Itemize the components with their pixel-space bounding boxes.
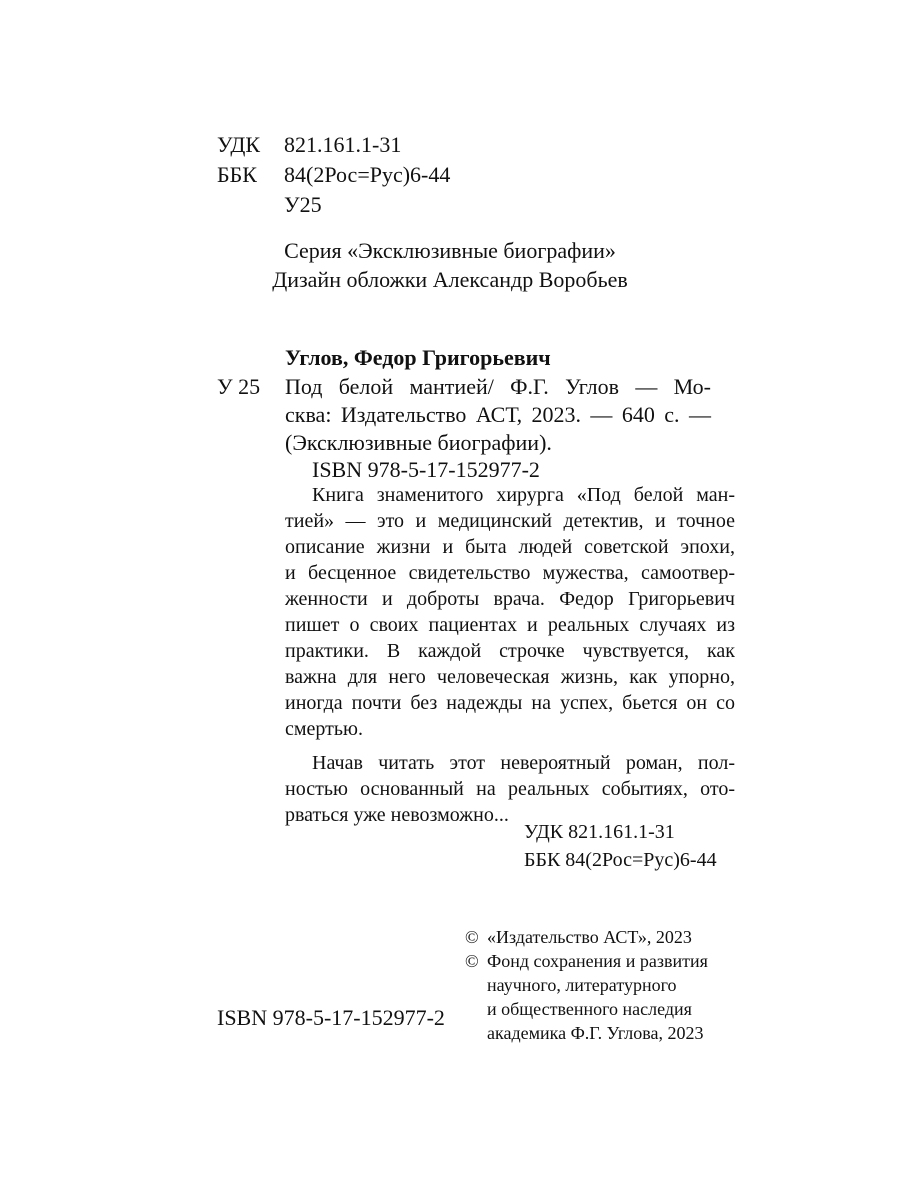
bbk-row (217, 160, 450, 190)
bibliographic-description (285, 373, 711, 457)
copyright-fund-line: и общественного наследия (487, 999, 692, 1019)
udk-label: УДК (217, 132, 261, 157)
bibliographic-line: Под белой мантией/ Ф.Г. Углов — Мо- (285, 374, 711, 399)
copyright-publisher-text: «Издательство АСТ», 2023 (487, 927, 692, 947)
classification-block (217, 130, 450, 220)
annotation-line: Начав читать этот невероятный роман, пол- (312, 752, 735, 774)
udk-value: 821.161.1-31 (284, 132, 402, 157)
annotation (285, 482, 735, 828)
copyright-fund-line: академика Ф.Г. Углова, 2023 (487, 1023, 704, 1043)
annotation-line: тией» — это и медицинский детектив, и точное (285, 510, 735, 532)
copyright-fund-line: Фонд сохранения и развития (487, 951, 708, 971)
cover-design-line: Дизайн обложки Александр Воробьев (272, 267, 628, 292)
annotation-line: важна для него человеческая жизнь, как упорно, (285, 666, 735, 688)
series-line: Серия «Эксклюзивные биографии» (284, 238, 616, 263)
author-code: У 25 (217, 374, 261, 399)
copyright-fund (465, 949, 708, 1045)
isbn-bottom: ISBN 978-5-17-152977-2 (217, 1005, 445, 1030)
udk-bottom: УДК 821.161.1-31 (524, 821, 675, 843)
annotation-line: женности и доброты врача. Федор Григорьевич (285, 588, 735, 610)
annotation-line: иногда почти без надежды на успех, бьется он со (285, 692, 735, 714)
copyright-publisher (465, 925, 708, 949)
annotation-line: смертью. (285, 718, 363, 740)
annotation-line: ностью основанный на реальных событиях, ото- (285, 778, 735, 800)
author-mark-row (217, 190, 450, 220)
annotation-line: пишет о своих пациентах и реальных случаях из (285, 614, 735, 636)
isbn-top: ISBN 978-5-17-152977-2 (312, 457, 540, 482)
copyright-block (465, 925, 708, 1045)
annotation-line: практики. В каждой строчке чувствуется, как (285, 640, 735, 662)
annotation-line: описание жизни и быта людей советской эпохи, (285, 536, 735, 558)
copyright-fund-line: научного, литературного (487, 975, 677, 995)
classification-bottom (524, 818, 717, 874)
copyright-symbol: © (465, 951, 479, 971)
author-mark: У25 (284, 192, 322, 217)
bibliographic-line: (Эксклюзивные биографии). (285, 430, 552, 455)
bbk-bottom: ББК 84(2Рос=Рус)6-44 (524, 849, 717, 871)
annotation-line: и бесценное свидетельство мужества, самоотвер- (285, 562, 735, 584)
copyright-symbol: © (465, 927, 479, 947)
udk-row (217, 130, 450, 160)
bbk-label: ББК (217, 162, 257, 187)
bbk-value: 84(2Рос=Рус)6-44 (284, 162, 451, 187)
bibliographic-line: сква: Издательство АСТ, 2023. — 640 с. — (285, 402, 711, 427)
annotation-line: рваться уже невозможно... (285, 804, 509, 826)
annotation-line: Книга знаменитого хирурга «Под белой ман- (312, 484, 735, 506)
author-heading: Углов, Федор Григорьевич (285, 345, 551, 370)
credits-block (230, 236, 670, 294)
